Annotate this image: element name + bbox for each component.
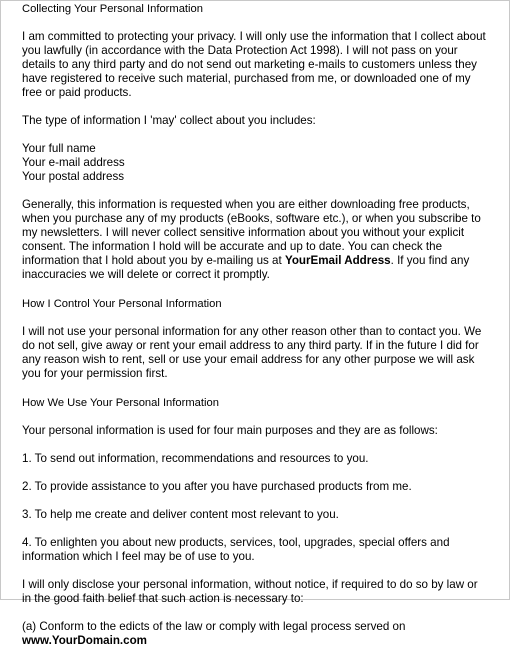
disclose-paragraph: I will only disclose your personal information, without notice, if required to do so by law or in the good faith belief that such action is necessary to: — [22, 578, 478, 605]
control-body: I will not use your personal information for any other reason other than to contact you. We do not sell, give away or rent your email address to any third party. If in the future I did for any reason wish to rent, sell or use your email address for any other purpose we will ask you for your permission first. — [22, 325, 482, 380]
purpose-item-1: 1. To send out information, recommendations and resources to you. — [22, 452, 369, 465]
use-lead: Your personal information is used for four main purposes and they are as follows: — [22, 424, 438, 437]
domain-text: www.YourDomain.com — [22, 634, 147, 647]
type-item-name: Your full name — [22, 142, 96, 155]
purpose-item-2: 2. To provide assistance to you after you have purchased products from me. — [22, 480, 412, 493]
type-item-postal: Your postal address — [22, 170, 125, 183]
collecting-intro: I am committed to protecting your privacy. I will only use the information that I collect about you lawfully (in accordance with the Data Protection Act 1998). I will not pass on your details to any third party and do not send out marketing e-mails to customers unless they have registered to receive such material, purchased from me, or downloaded one of my free or paid products. — [22, 30, 486, 99]
types-lead: The type of information I 'may' collect about you includes: — [22, 114, 316, 127]
clause-a: (a) Conform to the edicts of the law or comply with legal process served on — [22, 620, 406, 633]
use-heading: How We Use Your Personal Information — [22, 397, 219, 409]
type-item-email: Your e-mail address — [22, 156, 125, 169]
purpose-item-3: 3. To help me create and deliver content most relevant to you. — [22, 508, 339, 521]
general-text-before: Generally, this information is requested when you are either downloading free products, when you purchase any of my products (eBooks, software etc.), or when you subscribe to my newsletters. I will never collect sensitive information about you without your explicit consent. The information I hold will be accurate and up to date. You can check the information that I hold about you by e-mailing us at — [22, 198, 481, 267]
purpose-item-4: 4. To enlighten you about new products, services, tool, upgrades, special offers and information which I feel may be of use to you. — [22, 536, 450, 563]
email-address-placeholder: YourEmail Address — [284, 254, 391, 267]
general-text-after: . If you find any inaccuracies we will delete or correct it promptly. — [22, 254, 470, 281]
types-list — [22, 142, 489, 184]
control-heading: How I Control Your Personal Information — [22, 298, 222, 310]
collecting-heading: Collecting Your Personal Information — [22, 3, 203, 15]
policy-content — [1, 1, 509, 648]
general-paragraph — [22, 198, 489, 282]
